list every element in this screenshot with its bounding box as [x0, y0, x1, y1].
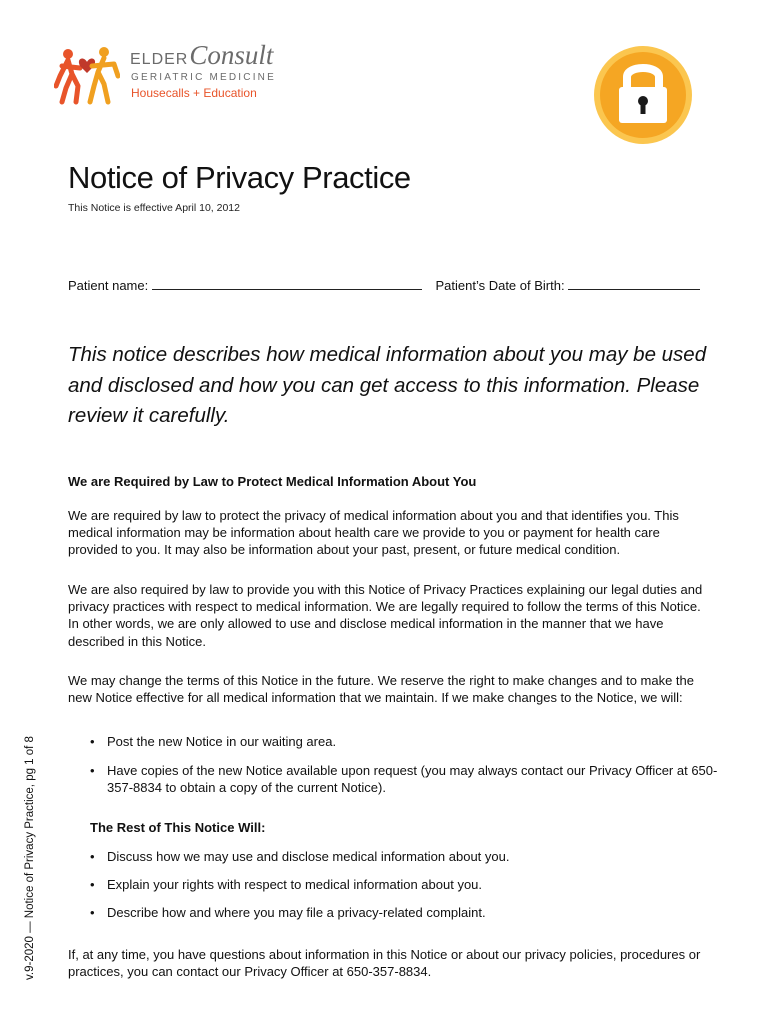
list-item-text: Discuss how we may use and disclose medical information about you.	[107, 849, 510, 864]
elderconsult-logo	[54, 40, 284, 106]
list-item	[68, 762, 718, 796]
list-item-text: Have copies of the new Notice available upon request (you may always contact our Privacy Officer at 650-357-8834 to obtain a copy of the current Notice).	[107, 763, 718, 796]
list-item-text: Describe how and where you may file a privacy-related complaint.	[107, 905, 486, 921]
intro-statement: This notice describes how medical information about you may be used and disclosed and how you can get access to this information. Please review it carefully.	[68, 343, 707, 427]
patient-name-field[interactable]	[152, 278, 422, 290]
logo-brand	[130, 40, 273, 71]
patient-info-line	[68, 278, 700, 293]
dob-label: Patient’s Date of Birth:	[435, 278, 565, 293]
version-page-label: v.9-2020 — Notice of Privacy Practice, pg 1 of 8	[24, 736, 36, 980]
brand-consult: Consult	[189, 40, 274, 70]
bullet-icon: •	[90, 849, 95, 864]
section-heading: We are Required by Law to Protect Medical Information About You	[68, 474, 477, 489]
list-item	[68, 904, 718, 921]
bullet-icon: •	[90, 763, 95, 779]
closing-paragraph: If, at any time, you have questions about information in this Notice or about our privacy policies, procedures or practices, you can contact our Privacy Officer at 650-357-8834.	[68, 947, 701, 980]
dob-field[interactable]	[568, 278, 700, 290]
paragraph-notice-duties: We are also required by law to provide you with this Notice of Privacy Practices explaining our legal duties and privacy practices with respect to medical information. We are legally required to follow the terms of this Notice. In other words, we are only allowed to use and disclose medical information in the manner that we have described in this Notice.	[68, 582, 703, 649]
bullet-icon: •	[90, 734, 95, 749]
effective-date: This Notice is effective April 10, 2012	[68, 202, 240, 214]
bullet-icon: •	[90, 877, 95, 893]
logo-tagline: Housecalls + Education	[131, 86, 257, 100]
logo-figures-icon	[54, 42, 120, 106]
paragraph-change-terms: We may change the terms of this Notice in the future. We reserve the right to make changes and to make the new Notice effective for all medical information that we maintain. If we make changes to the Notice, we will:	[68, 673, 695, 706]
brand-elder: ELDER	[130, 51, 189, 68]
bullet-icon: •	[90, 905, 95, 921]
logo-subtitle: GERIATRIC MEDICINE	[131, 72, 276, 83]
list-item-text: Explain your rights with respect to medical information about you.	[107, 877, 483, 893]
patient-name-label: Patient name:	[68, 278, 149, 293]
list-item	[68, 876, 718, 893]
list-item-text: Post the new Notice in our waiting area.	[107, 734, 337, 749]
change-bullets-list	[68, 733, 718, 797]
rest-bullets-list	[68, 848, 718, 922]
padlock-icon	[583, 45, 703, 145]
rest-heading: The Rest of This Notice Will:	[90, 820, 266, 835]
list-item	[68, 733, 718, 750]
paragraph-required-by-law: We are required by law to protect the privacy of medical information about you and that identifies you. This medical information may be information about health care we provide to you or payment for health care provided to you. It may also be information about your past, present, or future medical condition.	[68, 508, 679, 558]
list-item	[68, 848, 718, 865]
page-title: Notice of Privacy Practice	[68, 160, 411, 195]
